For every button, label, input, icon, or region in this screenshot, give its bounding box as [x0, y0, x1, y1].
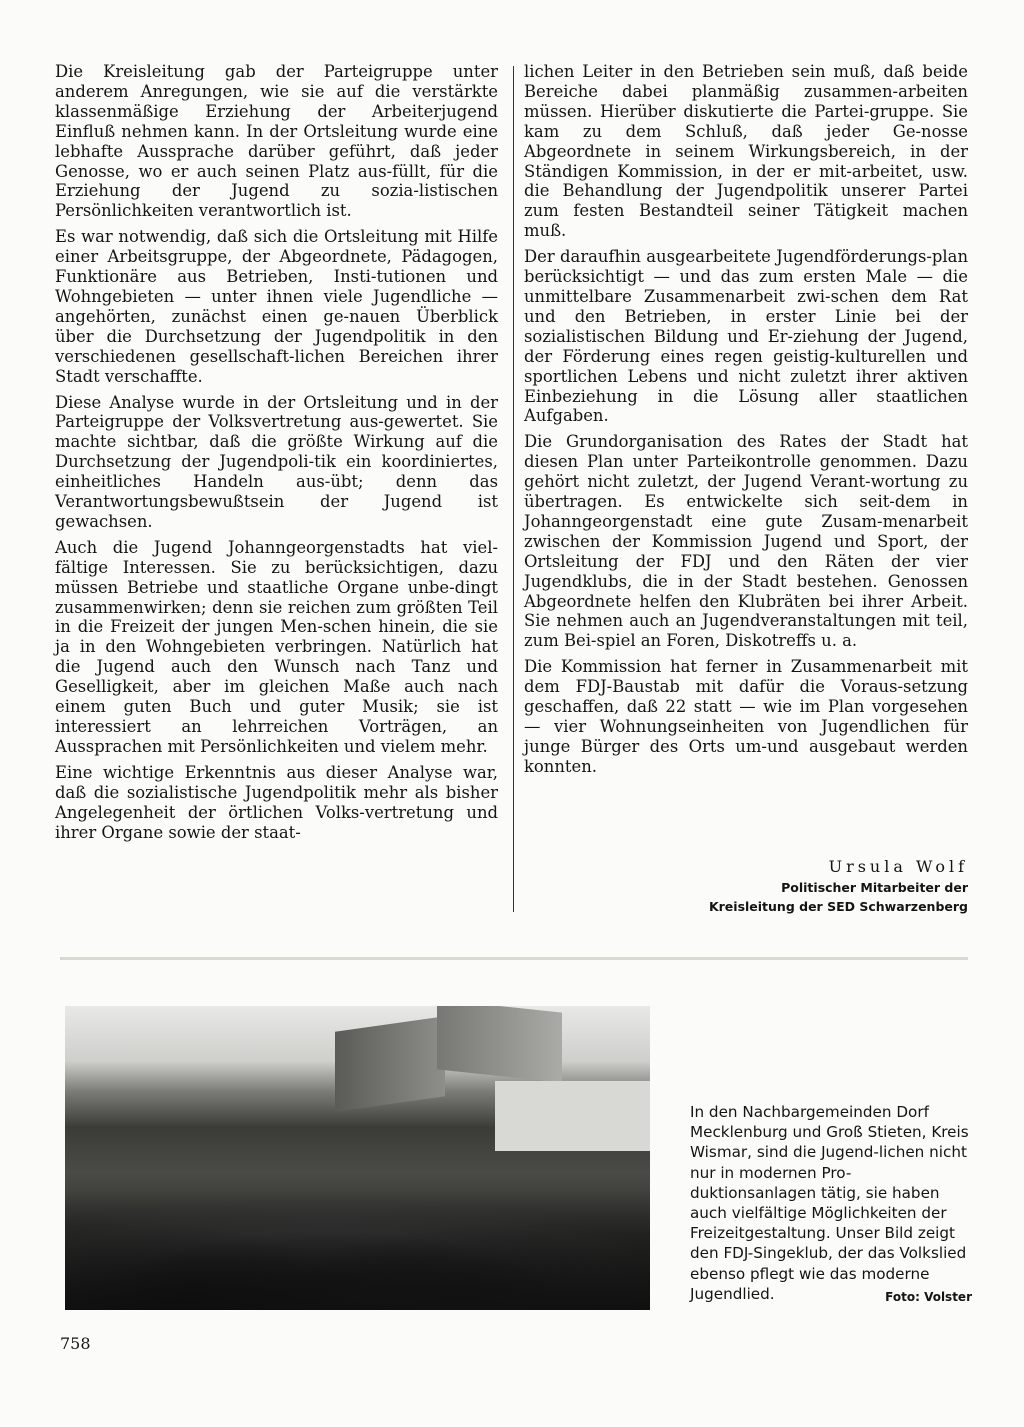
- photo-caption: In den Nachbargemeinden Dorf Mecklenburg und Groß Stieten, Kreis Wismar, sind die Jugend-lichen nicht nur in modernen Pro-duktionsanlagen tätig, sie haben auch vielfältige Möglichkeiten der Freizeitgestaltung. Unser Bild zeigt den FDJ-Singeklub, der das Volkslied ebenso pflegt wie das moderne Jugendlied.: [690, 1103, 969, 1303]
- photo-singing-club: [65, 1006, 650, 1310]
- paragraph: Auch die Jugend Johanngeorgenstadts hat viel-fältige Interessen. Sie zu berücksichtigen, dazu müssen Betriebe und staatliche Organe unbe-dingt zusammenwirken; denn sie reichen zum größten Teil in die Freizeit der jungen Men-schen hinein, die sie ja in den Wohngebieten verbringen. Natürlich hat die Jugend auch den Wunsch nach Tanz und Geselligkeit, aber im gleichen Maße auch nach einem guten Buch und guter Musik; sie ist interessiert an lehrreichen Vorträgen, an Aussprachen mit Persönlichkeiten und vielem mehr.: [55, 537, 498, 756]
- flag-shape: [437, 1006, 562, 1083]
- section-divider: [60, 957, 968, 960]
- author-signature: [709, 856, 968, 916]
- author-role: Politischer Mitarbeiter der: [781, 880, 968, 895]
- page-number: 758: [60, 1334, 91, 1353]
- paragraph: Der daraufhin ausgearbeitete Jugendförderungs-plan berücksichtigt — und das zum ersten Male — die unmittelbare Zusammenarbeit zwi-schen dem Rat und den Betrieben, in erster Linie bei der sozialistischen Bildung und Er-ziehung der Jugend, der Förderung eines regen geistig-kulturellen und sportlichen Lebens und nicht zuletzt ihrer aktiven Einbeziehung in die Lösung aller staatlichen Aufgaben.: [524, 247, 968, 426]
- photo-credit: Foto: Volster: [885, 1290, 972, 1304]
- paragraph: Die Grundorganisation des Rates der Stadt hat diesen Plan unter Parteikontrolle genommen. Dazu gehört nicht zuletzt, der Jugend Verant-wortung zu übertragen. Es entwickelte sich seit-dem in Johanngeorgenstadt eine gute Zusam-menarbeit zwischen der Kommission Jugend und Sport, der Ortsleitung der FDJ und den Räten der vier Jugendklubs, die in der Stadt bestehen. Genossen Abgeordnete helfen den Klubräten bei ihrer Arbeit. Sie nehmen auch an Jugendveranstaltungen mit teil, zum Bei-spiel an Foren, Diskotreffs u. a.: [524, 432, 968, 651]
- paragraph: Es war notwendig, daß sich die Ortsleitung mit Hilfe einer Arbeitsgruppe, der Abgeordnete, Pädagogen, Funktionäre aus Betrieben, Insti-tutionen und Wohngebieten — unter ihnen viele Jugendliche — angehörten, zunächst einen ge-nauen Überblick über die Durchsetzung der Jugendpolitik in den verschiedenen gesellschaft-lichen Bereichen ihrer Stadt verschaffte.: [55, 227, 498, 386]
- author-organization: Kreisleitung der SED Schwarzenberg: [708, 899, 968, 914]
- author-name: Ursula Wolf: [828, 857, 968, 876]
- paragraph: lichen Leiter in den Betrieben sein muß, daß beide Bereiche dabei planmäßig zusammen-arbeiten müssen. Hierüber diskutierte die Partei-gruppe. Sie kam zu dem Schluß, daß jeder Ge-nosse Abgeordnete in seinem Wirkungsbereich, in der Ständigen Kommission, in der er mit-arbeitet, usw. die Behandlung der Jugendpolitik unserer Partei zum festen Bestandteil seiner Tätigkeit machen muß.: [524, 62, 968, 241]
- flag-shape: [335, 1016, 445, 1111]
- paragraph: Diese Analyse wurde in der Ortsleitung und in der Parteigruppe der Volksvertretung aus-gewertet. Sie machte sichtbar, daß die größte Wirkung auf die Durchsetzung der Jugendpoli-tik ein koordiniertes, einheitliches Handeln aus-übt; denn das Verantwortungsbewußtsein der Jugend ist gewachsen.: [55, 392, 498, 531]
- right-text-column: [524, 62, 968, 783]
- building-shape: [495, 1081, 650, 1151]
- paragraph: Die Kreisleitung gab der Parteigruppe unter anderem Anregungen, wie sie auf die verstärkte klassenmäßige Erziehung der Arbeiterjugend Einfluß nehmen kann. In der Ortsleitung wurde eine lebhafte Aussprache darüber geführt, daß jeder Genosse, wo er auch seinen Platz aus-füllt, für die Erziehung der Jugend zu sozia-listischen Persönlichkeiten verantwortlich ist.: [55, 62, 498, 221]
- left-text-column: [55, 62, 498, 848]
- paragraph: Die Kommission hat ferner in Zusammenarbeit mit dem FDJ-Baustab mit dafür die Voraus-setzung geschaffen, daß 22 statt — wie im Plan vorgesehen — vier Wohnungseinheiten von Jugendlichen für junge Bürger des Orts um-und ausgebaut werden konnten.: [524, 657, 968, 776]
- column-divider: [513, 66, 514, 912]
- crowd-shape: [65, 1190, 650, 1310]
- paragraph: Eine wichtige Erkenntnis aus dieser Analyse war, daß die sozialistische Jugendpolitik mehr als bisher Angelegenheit der örtlichen Volks-vertretung und ihrer Organe sowie der staat-: [55, 762, 498, 842]
